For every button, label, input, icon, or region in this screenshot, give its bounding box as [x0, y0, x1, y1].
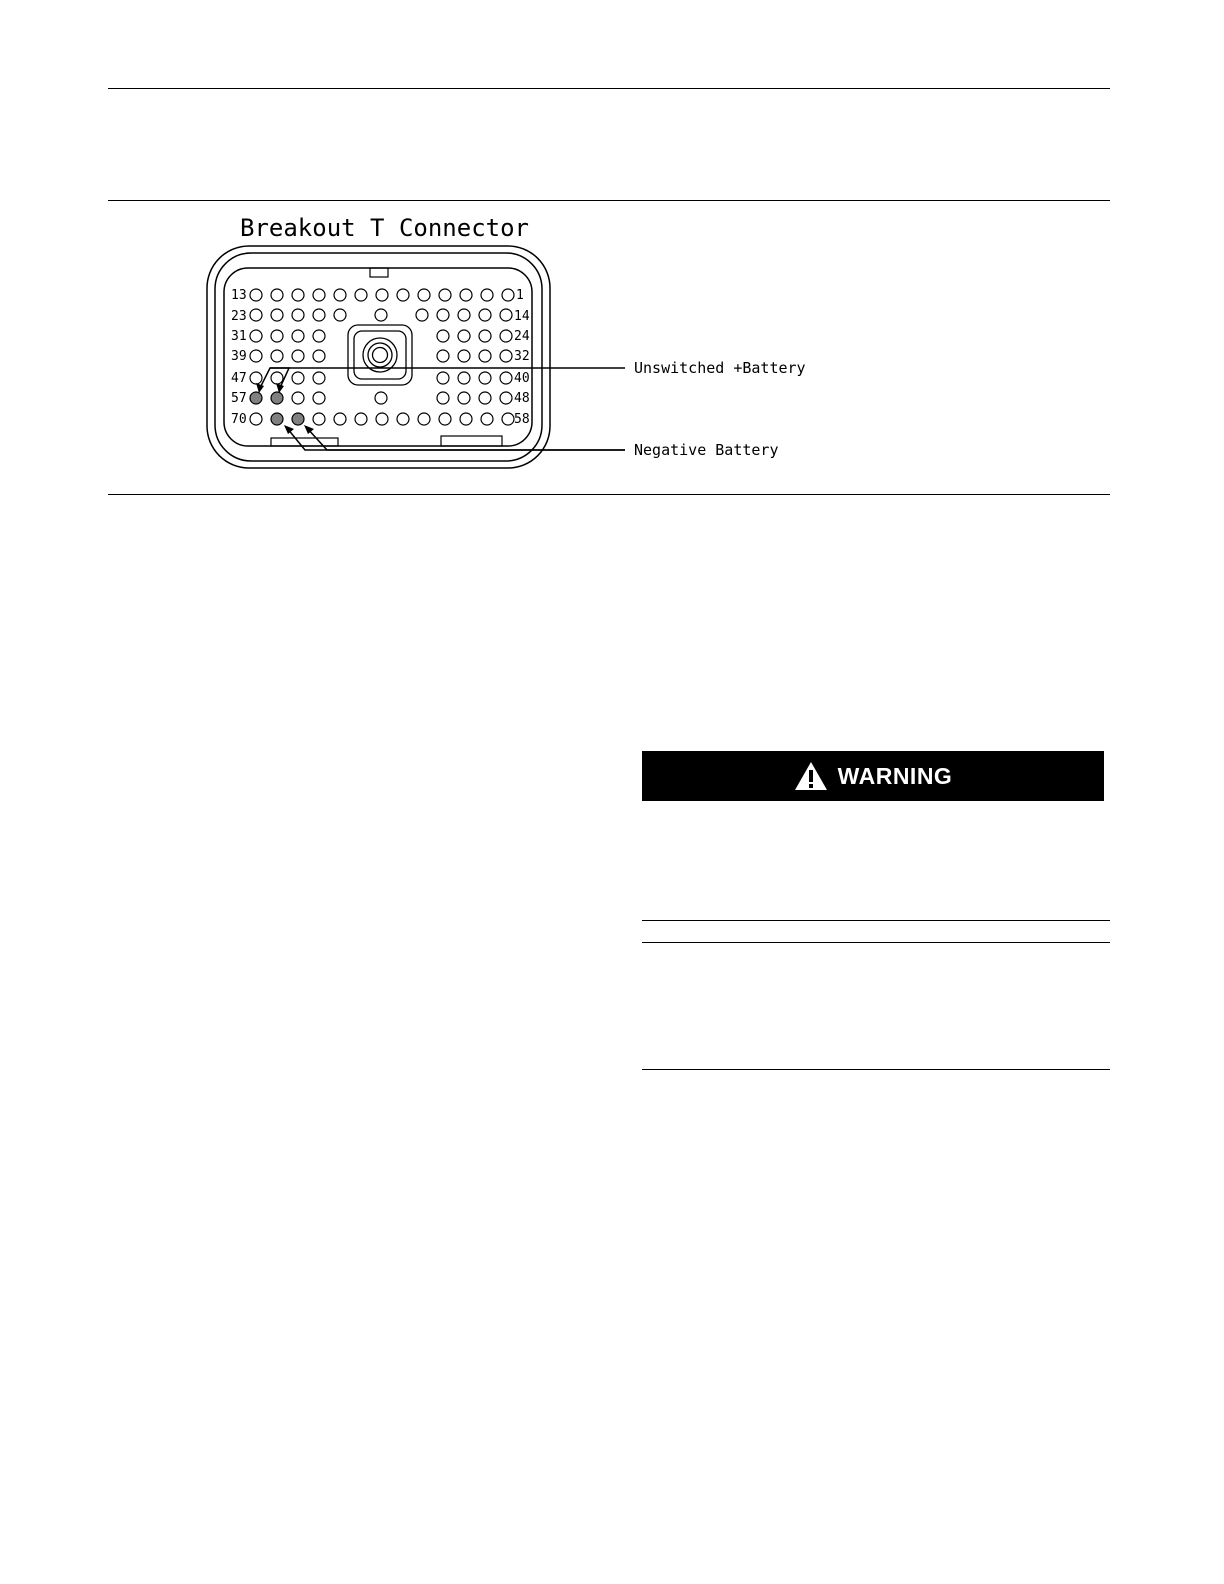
pin-hole: [271, 350, 283, 362]
warning-label: WARNING: [837, 762, 953, 789]
pin-hole: [479, 372, 491, 384]
pin-hole: [271, 309, 283, 321]
negative-arrowhead: [304, 425, 314, 434]
pin-hole: [313, 372, 325, 384]
center-jack-outer: [348, 325, 412, 385]
callout-negative-battery: Negative Battery: [634, 441, 779, 459]
pin-hole: [479, 330, 491, 342]
pin-hole: [313, 413, 325, 425]
pin-hole: [376, 289, 388, 301]
highlighted-pin: [250, 392, 262, 404]
bottom-left-tab: [271, 438, 338, 446]
row-labels-left: [231, 288, 247, 427]
pin-hole: [437, 392, 449, 404]
pin-hole: [500, 350, 512, 362]
pin-hole: [250, 309, 262, 321]
pin-hole: [416, 309, 428, 321]
pin-hole: [334, 309, 346, 321]
row-label-right: 48: [514, 391, 530, 406]
row-label-left: 70: [231, 412, 247, 427]
center-jack-ring-middle: [368, 343, 392, 367]
row-label-left: 23: [231, 309, 247, 324]
pin-hole: [355, 289, 367, 301]
row-label-right: 1: [516, 288, 524, 303]
note-top-rule: [642, 942, 1110, 943]
pin-hole: [437, 372, 449, 384]
pin-hole: [479, 350, 491, 362]
pin-hole: [250, 330, 262, 342]
row-label-right: 14: [514, 309, 530, 324]
negative-arrowhead: [284, 425, 294, 434]
pin-hole: [375, 309, 387, 321]
pin-hole: [292, 350, 304, 362]
pin-hole: [439, 289, 451, 301]
pin-hole: [292, 392, 304, 404]
highlighted-pin: [292, 413, 304, 425]
pin-hole: [502, 289, 514, 301]
row-labels-right: [514, 288, 530, 427]
pin-hole: [376, 413, 388, 425]
pin-hole: [500, 330, 512, 342]
row-label-left: 13: [231, 288, 247, 303]
connector-housing-middle: [215, 253, 542, 461]
pin-hole: [397, 413, 409, 425]
warning-triangle-icon: [794, 761, 828, 791]
warning-section-rule: [642, 920, 1110, 921]
row-label-right: 24: [514, 329, 530, 344]
highlighted-pin: [271, 413, 283, 425]
pin-hole: [458, 372, 470, 384]
pin-hole: [458, 309, 470, 321]
pin-hole: [502, 413, 514, 425]
highlighted-pin: [271, 392, 283, 404]
breakout-t-connector-diagram: [0, 0, 1224, 500]
pin-hole: [437, 330, 449, 342]
pin-hole: [313, 350, 325, 362]
row-label-right: 40: [514, 371, 530, 386]
pin-hole: [292, 372, 304, 384]
pin-hole: [479, 309, 491, 321]
pin-hole: [479, 392, 491, 404]
pin-hole: [292, 289, 304, 301]
pin-hole: [313, 392, 325, 404]
pin-hole: [481, 413, 493, 425]
pin-hole: [271, 330, 283, 342]
note-bottom-rule: [642, 1069, 1110, 1070]
pin-hole: [460, 413, 472, 425]
pin-hole: [271, 372, 283, 384]
center-jack-ring-inner: [373, 348, 388, 363]
pin-hole: [418, 413, 430, 425]
callout-unswitched-battery: Unswitched +Battery: [634, 359, 806, 377]
pin-hole: [250, 413, 262, 425]
pin-hole: [458, 392, 470, 404]
pin-hole: [460, 289, 472, 301]
row-label-left: 57: [231, 391, 247, 406]
pin-hole: [500, 372, 512, 384]
pin-hole: [500, 392, 512, 404]
diagram-title: Breakout T Connector: [240, 214, 529, 242]
pin-hole: [437, 309, 449, 321]
pin-hole: [313, 289, 325, 301]
pin-hole: [500, 309, 512, 321]
pin-hole: [458, 350, 470, 362]
top-key-tab: [370, 268, 388, 277]
pin-hole: [250, 289, 262, 301]
pin-hole: [250, 372, 262, 384]
pin-hole: [271, 289, 283, 301]
pin-hole: [313, 330, 325, 342]
row-label-right: 58: [514, 412, 530, 427]
pin-hole: [334, 289, 346, 301]
pin-hole: [292, 309, 304, 321]
warning-banner: [642, 751, 1104, 801]
row-label-right: 32: [514, 349, 530, 364]
row-label-left: 39: [231, 349, 247, 364]
pin-hole: [334, 413, 346, 425]
pin-hole: [418, 289, 430, 301]
pin-hole: [458, 330, 470, 342]
row-label-left: 31: [231, 329, 247, 344]
pin-hole: [292, 330, 304, 342]
pin-hole: [481, 289, 493, 301]
pin-hole: [437, 350, 449, 362]
row-label-left: 47: [231, 371, 247, 386]
connector-pins: [250, 289, 514, 425]
unswitched-arrowhead: [256, 383, 264, 393]
pin-hole: [397, 289, 409, 301]
bottom-right-tab: [441, 436, 502, 446]
pin-hole: [355, 413, 367, 425]
pin-hole: [250, 350, 262, 362]
pin-hole: [439, 413, 451, 425]
pin-hole: [375, 392, 387, 404]
pin-hole: [313, 309, 325, 321]
